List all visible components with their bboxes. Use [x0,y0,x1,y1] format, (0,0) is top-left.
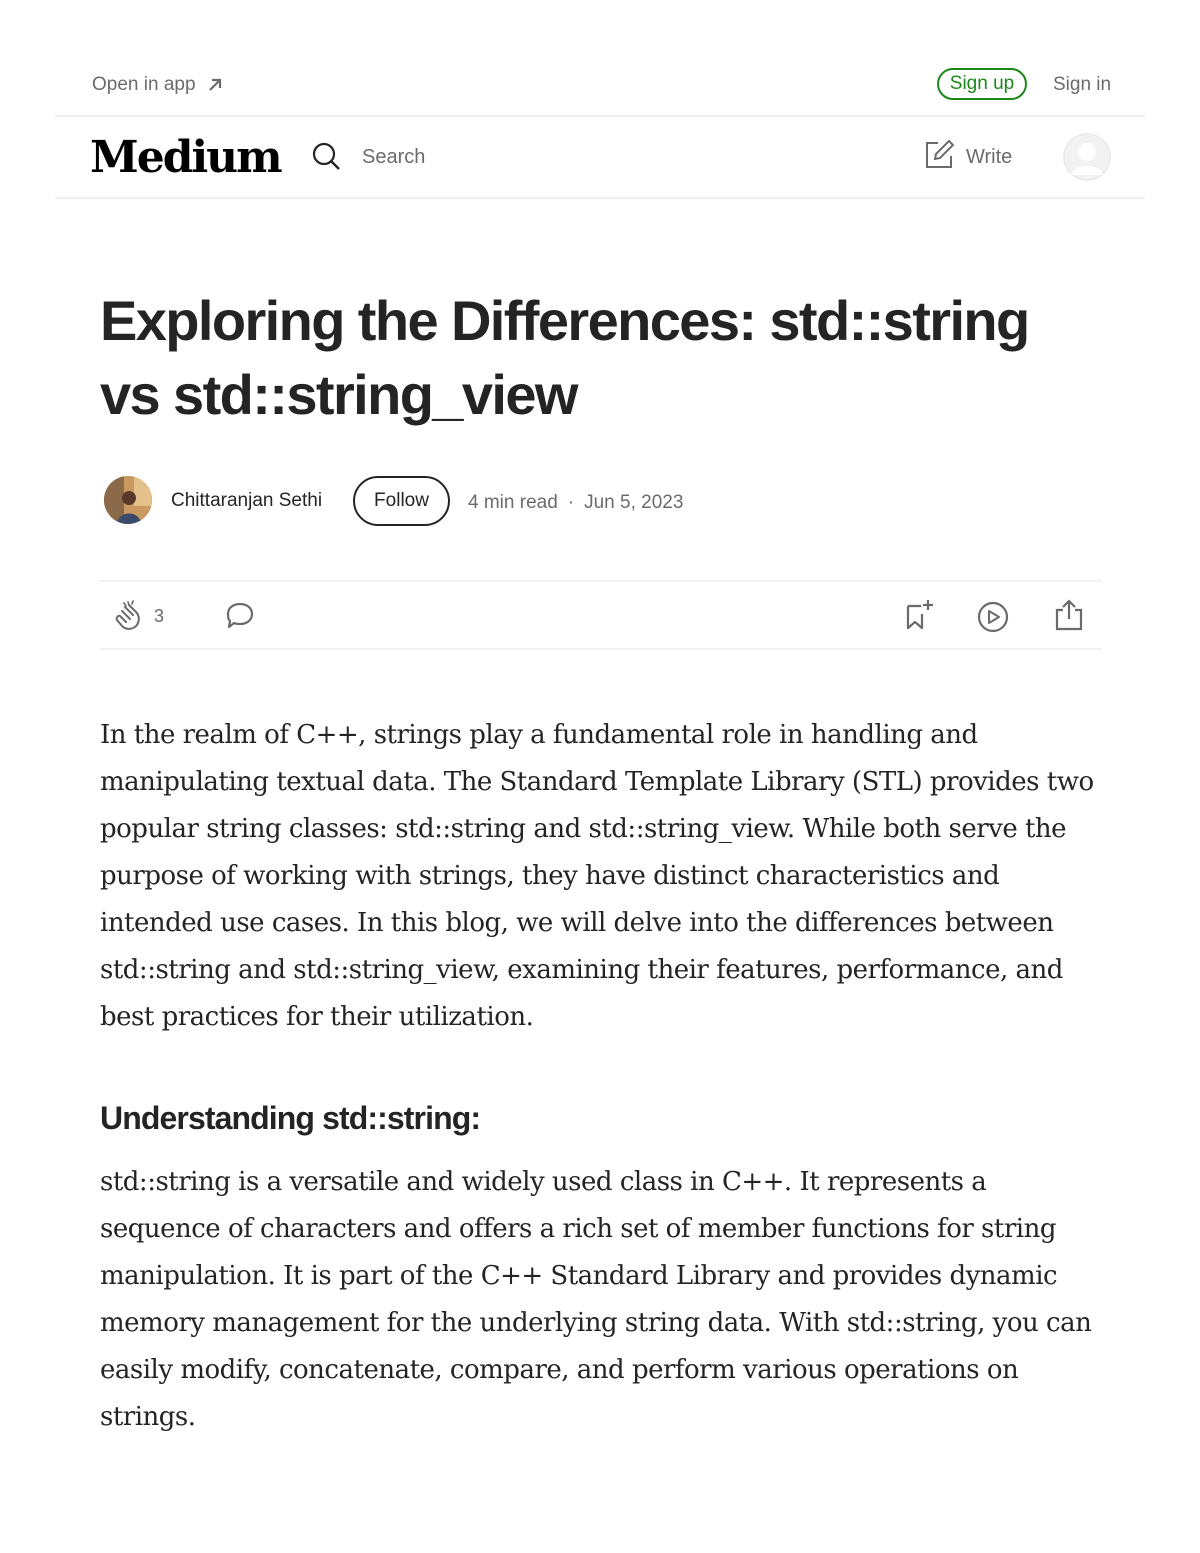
sign-up-button[interactable]: Sign up [937,68,1027,100]
main-nav [0,118,1200,198]
section-heading: Understanding std::string: [100,1100,481,1136]
top-bar [0,0,1200,116]
divider [55,197,1145,199]
read-time: 4 min read [468,492,558,513]
article-meta [468,492,683,514]
search-input[interactable]: Search [362,146,426,168]
author-name[interactable]: Chittaranjan Sethi [171,490,323,511]
arrow-up-right-icon [206,76,224,94]
follow-button[interactable]: Follow [353,476,450,526]
clap-count: 3 [154,606,165,626]
search-icon[interactable] [310,140,344,174]
author-avatar[interactable] [104,476,152,524]
article-title: Exploring the Differences: std::string vs std::string_view [100,289,1029,426]
sign-in-link[interactable]: Sign in [1053,74,1112,95]
write-link[interactable]: Write [966,146,1013,168]
play-audio-icon[interactable] [976,600,1010,634]
paragraph-intro: In the realm of C++, strings play a fundamental role in handling and manipulating textual data. The Standard Template Library (STL) provides two popular string classes: std::string and std::string_view. While both serve the purpose of working with strings, they have distinct characteristics and intended use cases. In this blog, we will delve into the differences between std::string and std::string_view, examining their features, performance, and best practices for their utilization. [100,720,1094,1032]
author-photo-icon [104,476,152,524]
open-in-app-label: Open in app [92,74,196,95]
medium-logo[interactable]: Medium [90,132,281,183]
publish-date: Jun 5, 2023 [584,492,684,513]
paragraph-std-string: std::string is a versatile and widely used class in C++. It represents a sequence of characters and offers a rich set of member functions for string manipulation. It is part of the C++ Standard Library and provides dynamic memory management for the underlying string data. With std::string, you can easily modify, concatenate, compare, and perform various operations on strings. [100,1167,1092,1432]
bookmark-add-icon[interactable] [904,598,936,632]
byline [100,476,1100,526]
clap-icon[interactable] [114,600,146,634]
divider [55,115,1145,117]
share-icon[interactable] [1053,598,1085,632]
open-in-app-link[interactable] [92,74,224,96]
user-icon [1063,133,1111,181]
write-icon[interactable] [922,138,956,172]
separator-dot: · [567,492,575,513]
comment-icon[interactable] [224,600,256,632]
article-actions-bar [100,580,1102,650]
user-avatar[interactable] [1063,133,1111,181]
